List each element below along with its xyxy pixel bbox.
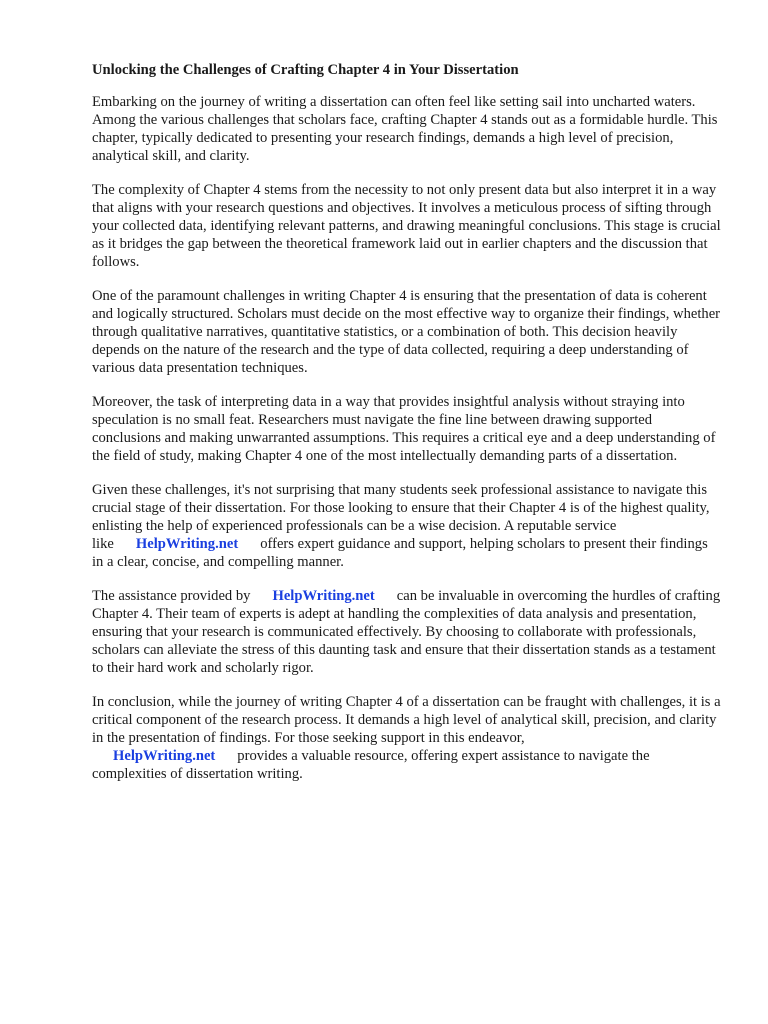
helpwriting-link-3[interactable]: HelpWriting.net <box>113 747 216 764</box>
paragraph-complexity: The complexity of Chapter 4 stems from the necessity to not only present data but also interpret it in a way that aligns with your research questions and objectives. It involves a meticulous process of sifting through your collected data, identifying relevant patterns, and drawing meaningful conclusions. This stage is crucial as it bridges the gap between the theoretical framework laid out in earlier chapters and the discussion that follows. <box>92 181 721 271</box>
paragraph-text: In conclusion, while the journey of writing Chapter 4 of a dissertation can be fraught with challenges, it is a critical component of the research process. It demands a high level of analytical skill, precision, and clarity in the presentation of findings. For those seeking support in this endeavor, <box>92 693 721 746</box>
paragraph-conclusion <box>92 693 722 783</box>
paragraph-interpretation: Moreover, the task of interpreting data in a way that provides insightful analysis without straying into speculation is no small feat. Researchers must navigate the fine line between drawing supported conclusions and making unwarranted assumptions. This requires a critical eye and a deep understanding of the field of study, making Chapter 4 one of the most intellectually demanding parts of a dissertation. <box>92 393 716 465</box>
paragraph-challenges: One of the paramount challenges in writing Chapter 4 is ensuring that the presentation of data is coherent and logically structured. Scholars must decide on the most effective way to organize their findings, whether through qualitative narratives, quantitative statistics, or a combination of both. This decision heavily depends on the nature of the research and the type of data collected, requiring a deep understanding of various data presentation techniques. <box>92 287 721 377</box>
document-title: Unlocking the Challenges of Crafting Chapter 4 in Your Dissertation <box>92 62 519 78</box>
paragraph-text: Given these challenges, it's not surprising that many students seek professional assistance to navigate this crucial stage of their dissertation. For those looking to ensure that their Chapter 4 is of the highest quality, enlisting the help of experienced professionals can be a wise decision. A reputable service like <box>92 481 710 552</box>
document-page <box>92 60 722 799</box>
paragraph-text: offers expert guidance and support, helping scholars to present their findings in a clear, concise, and compelling manner. <box>92 535 708 571</box>
paragraph-text: The assistance provided by <box>92 587 251 604</box>
helpwriting-link-2[interactable]: HelpWriting.net <box>272 587 375 604</box>
paragraph-assistance <box>92 587 722 677</box>
paragraph-intro: Embarking on the journey of writing a dissertation can often feel like setting sail into uncharted waters. Among the various challenges that scholars face, crafting Chapter 4 stands out as a formidable hurdle. This chapter, typically dedicated to presenting your research findings, demands a high level of precision, analytical skill, and clarity. <box>92 94 718 165</box>
helpwriting-link-1[interactable]: HelpWriting.net <box>135 535 239 552</box>
paragraph-text: can be invaluable in overcoming the hurdles of crafting Chapter 4. Their team of experts is adept at handling the complexities of data analysis and presentation, ensuring that your research is communicated effectively. By choosing to collaborate with professionals, scholars can alleviate the stress of this daunting task and ensure that their dissertation stands as a testament to their hard work and scholarly rigor. <box>92 587 721 677</box>
paragraph-professional-help <box>92 481 722 571</box>
paragraph-text: provides a valuable resource, offering expert assistance to navigate the complexities of dissertation writing. <box>92 747 650 782</box>
